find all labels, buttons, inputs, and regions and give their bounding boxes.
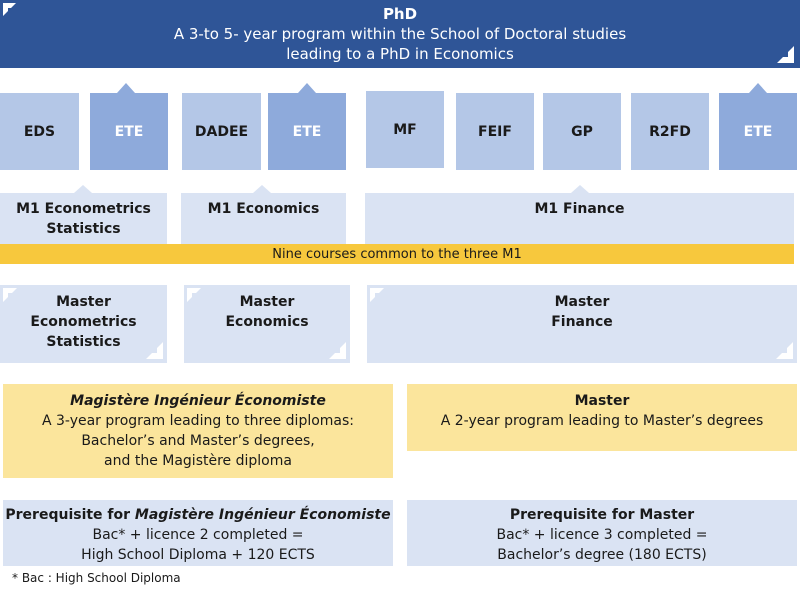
spec-mf: MF — [366, 91, 444, 168]
prerequisite-magistere-title — [5, 505, 390, 525]
program-magistere-title: Magistère Ingénieur Économiste — [70, 393, 326, 409]
master-econometrics — [0, 285, 167, 363]
m1-finance-label: M1 Finance — [534, 201, 625, 217]
corner-top-left-icon — [3, 3, 17, 17]
phd-title: PhD — [382, 4, 418, 23]
bump-ete-2 — [298, 83, 316, 93]
prerequisite-master-line-2: Bachelor’s degree (180 ECTS) — [497, 547, 707, 563]
spec-dadee: DADEE — [182, 93, 261, 170]
corner-bottom-right-icon — [776, 342, 794, 360]
spec-ete-3: ETE — [719, 93, 797, 170]
spec-feif: FEIF — [456, 93, 534, 170]
phd-line-2: leading to a PhD in Economics — [286, 44, 514, 63]
corner-bottom-right-icon — [777, 46, 795, 64]
master-finance-line-2: Finance — [551, 314, 613, 330]
corner-top-left-icon — [370, 288, 386, 304]
prerequisite-magistere-title-prefix: Prerequisite for — [5, 507, 135, 523]
phd-line-1: A 3-to 5- year program within the School of Doctoral studies — [173, 24, 627, 43]
m1-economics-label: M1 Economics — [207, 201, 320, 217]
master-economics — [184, 285, 350, 363]
prerequisite-master-line-1: Bac* + licence 3 completed = — [496, 527, 708, 543]
master-econometrics-line-3: Statistics — [46, 334, 121, 350]
prerequisite-master-title: Prerequisite for Master — [509, 507, 695, 523]
notch-m1-econometrics — [74, 185, 92, 193]
bump-ete-3 — [749, 83, 767, 93]
m1-econometrics-line-2: Statistics — [46, 221, 121, 237]
corner-bottom-right-icon — [146, 342, 164, 360]
spec-gp: GP — [543, 93, 621, 170]
spec-ete-2: ETE — [268, 93, 346, 170]
master-economics-line-1: Master — [239, 294, 295, 310]
m1-econometrics-line-1: M1 Econometrics — [16, 201, 151, 217]
program-magistere-line-2: Bachelor’s and Master’s degrees, — [81, 433, 315, 449]
phd-banner — [0, 0, 800, 68]
bump-ete-1 — [117, 83, 135, 93]
prerequisite-master — [407, 500, 797, 566]
program-magistere-line-1: A 3-year program leading to three diplomas: — [41, 413, 355, 429]
master-economics-line-2: Economics — [225, 314, 309, 330]
corner-top-left-icon — [187, 288, 203, 304]
prerequisite-magistere-title-emph: Magistère Ingénieur Économiste — [134, 507, 391, 523]
master-finance-line-1: Master — [554, 294, 610, 310]
master-finance — [367, 285, 797, 363]
prerequisite-magistere — [3, 500, 393, 566]
spec-r2fd: R2FD — [631, 93, 709, 170]
corner-top-left-icon — [3, 288, 19, 304]
program-master — [407, 384, 797, 451]
prerequisite-magistere-line-1: Bac* + licence 2 completed = — [92, 527, 304, 543]
corner-bottom-right-icon — [329, 342, 347, 360]
program-magistere-line-3: and the Magistère diploma — [104, 453, 292, 469]
master-econometrics-line-1: Master — [56, 294, 111, 310]
notch-m1-finance — [571, 185, 589, 193]
footnote: * Bac : High School Diploma — [12, 571, 181, 585]
program-magistere — [3, 384, 393, 478]
program-master-title: Master — [574, 393, 630, 409]
notch-m1-economics — [253, 185, 271, 193]
master-econometrics-line-2: Econometrics — [30, 314, 137, 330]
spec-eds: EDS — [0, 93, 79, 170]
program-master-line-1: A 2-year program leading to Master’s degrees — [440, 413, 764, 429]
common-courses-strip: Nine courses common to the three M1 — [0, 244, 794, 264]
prerequisite-magistere-line-2: High School Diploma + 120 ECTS — [81, 547, 315, 563]
spec-ete-1: ETE — [90, 93, 168, 170]
